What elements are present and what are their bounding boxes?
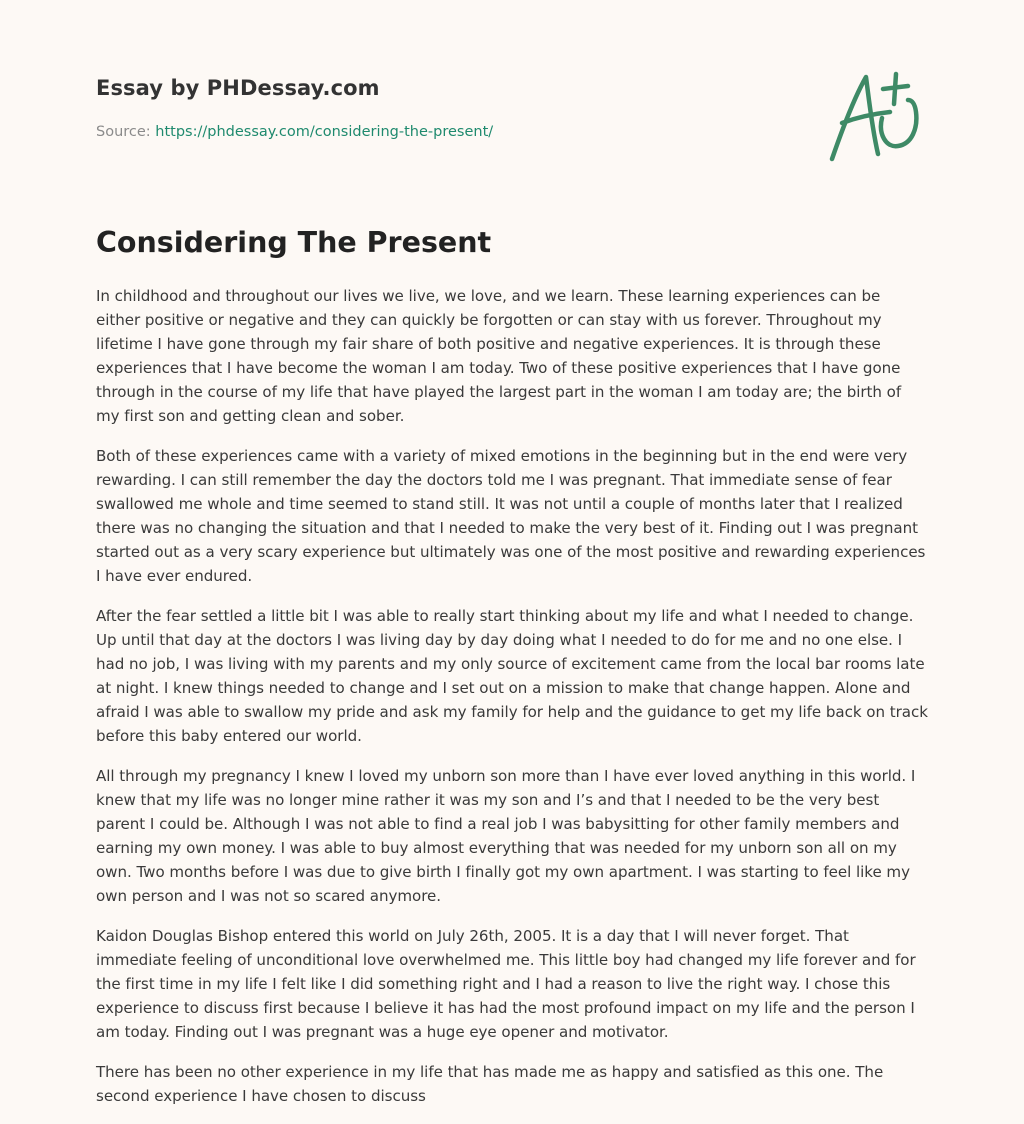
page-header — [96, 0, 928, 200]
essay-paragraph: Kaidon Douglas Bishop entered this world on July 26th, 2005. It is a day that I will never forget. That immediate feeling of unconditional love overwhelmed me. This little boy had changed my life forever and for the first time in my life I felt like I did something right and I had a reason to live the right way. I chose this experience to discuss first because I believe it has had the most profound impact on my life and the person I am today. Finding out I was pregnant was a huge eye opener and motivator. — [96, 927, 916, 1041]
source-label: Source: — [96, 124, 156, 140]
source-line — [96, 124, 493, 140]
essay-body — [96, 284, 928, 1124]
essay-paragraph: All through my pregnancy I knew I loved my unborn son more than I have ever loved anything in this world. I knew that my life was no longer mine rather it was my son and I’s and that I needed to be the very best parent I could be. Although I was not able to find a real job I was babysitting for other family members and earning my own money. I was able to buy almost everything that was needed for my unborn son all on my own. Two months before I was due to give birth I finally got my own apartment. I was starting to feel like my own person and I was not so scared anymore. — [96, 767, 916, 905]
site-brand: Essay by PHDessay.com — [96, 76, 380, 100]
essay-paragraph: Both of these experiences came with a variety of mixed emotions in the beginning but in the end were very rewarding. I can still remember the day the doctors told me I was pregnant. That immediate sense of fear swallowed me whole and time seemed to stand still. It was not until a couple of months later that I realized there was no changing the situation and that I needed to make the very best of it. Finding out I was pregnant started out as a very scary experience but ultimately was one of the most positive and rewarding experiences I have ever endured. — [96, 447, 926, 585]
a-plus-logo-icon — [828, 70, 928, 162]
essay-paragraph: There has been no other experience in my life that has made me as happy and satisfied as this one. The second experience I have chosen to discuss — [96, 1063, 884, 1105]
source-link[interactable]: https://phdessay.com/considering-the-present/ — [155, 124, 494, 140]
essay-paragraph: After the fear settled a little bit I was able to really start thinking about my life and what I needed to change. Up until that day at the doctors I was living day by day doing what I needed to do for me and no one else. I had no job, I was living with my parents and my only source of excitement came from the local bar rooms late at night. I knew things needed to change and I set out on a mission to make that change happen. Alone and afraid I was able to swallow my pride and ask my family for help and the guidance to get my life back on track before this baby entered our world. — [96, 607, 928, 745]
essay-paragraph: In childhood and throughout our lives we live, we love, and we learn. These learning experiences can be either positive or negative and they can quickly be forgotten or can stay with us forever. Throughout my lifetime I have gone through my fair share of both positive and negative experiences. It is through these experiences that I have become the woman I am today. Two of these positive experiences that I have gone through in the course of my life that have played the largest part in the woman I am today are; the birth of my first son and getting clean and sober. — [96, 287, 902, 425]
essay-title: Considering The Present — [96, 226, 492, 259]
